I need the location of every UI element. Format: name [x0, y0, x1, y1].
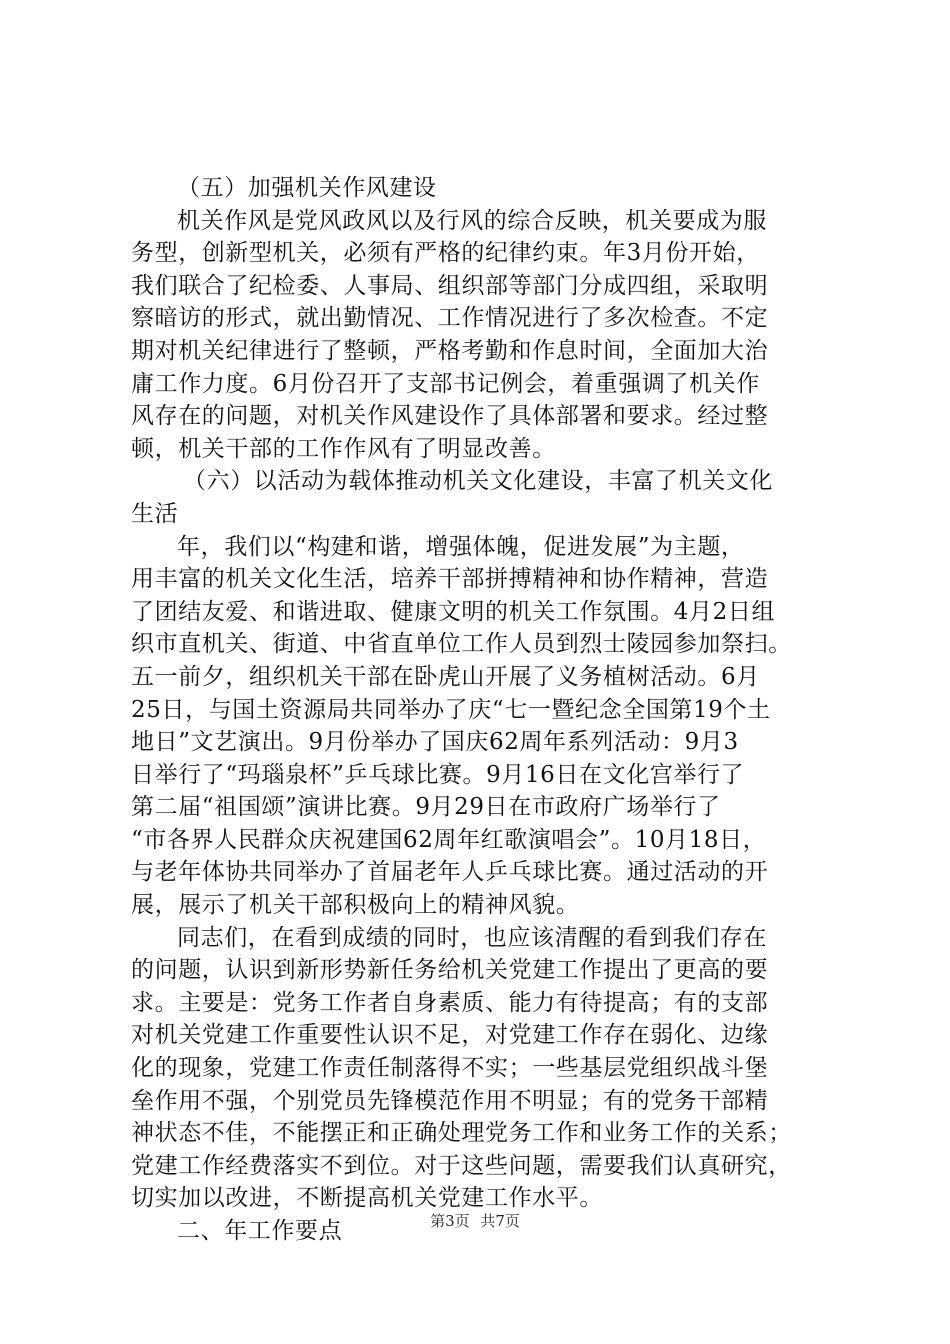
paragraph-line: 用丰富的机关文化生活，培养干部拼搏精神和协作精神，营造	[131, 566, 769, 593]
paragraph-line: 庸工作力度。6月份召开了支部书记例会，着重强调了机关作	[131, 370, 760, 397]
section-heading-6: （六）以活动为载体推动机关文化建设，丰富了机关文化	[183, 468, 773, 495]
paragraph-line: 我们联合了纪检委、人事局、组织部等部门分成四组，采取明	[131, 272, 769, 299]
paragraph-line: 察暗访的形式，就出勤情况、工作情况进行了多次检查。不定	[131, 305, 769, 332]
paragraph-line: 期对机关纪律进行了整顿，严格考勤和作息时间，全面加大治	[131, 337, 769, 364]
paragraph-line: 风存在的问题，对机关作风建设作了具体部署和要求。经过整	[131, 403, 769, 430]
section-heading-6-cont: 生活	[131, 500, 179, 527]
paragraph-line: 展，展示了机关干部积极向上的精神风貌。	[131, 892, 580, 919]
section-heading-2: 二、年工作要点	[177, 1218, 343, 1244]
paragraph-line: 年，我们以“构建和谐，增强体魄，促进发展”为主题，	[177, 533, 745, 560]
paragraph-line: 25日，与国土资源局共同举办了庆“七一暨纪念全国第19个土	[131, 696, 771, 723]
paragraph-line: 顿，机关干部的工作作风有了明显改善。	[131, 435, 556, 462]
paragraph-line: 垒作用不强，个别党员先锋模范作用不明显；有的党务干部精	[131, 1087, 769, 1114]
paragraph-line: 日举行了“玛瑙泉杯”乒乓球比赛。9月16日在文化宫举行了	[131, 761, 745, 788]
page-number: 第3页	[430, 1212, 470, 1230]
paragraph-line: 与老年体协共同举办了首届老年人乒乓球比赛。通过活动的开	[131, 859, 769, 886]
page-total: 共7页	[480, 1212, 520, 1230]
paragraph-line: 第二届“祖国颂”演讲比赛。9月29日在市政府广场举行了	[131, 794, 721, 821]
page-footer	[0, 1211, 950, 1231]
paragraph-line: 切实加以改进，不断提高机关党建工作水平。	[131, 1185, 603, 1212]
paragraph-line: 同志们，在看到成绩的同时，也应该清醒的看到我们存在	[177, 924, 767, 951]
paragraph-line: 机关作风是党风政风以及行风的综合反映，机关要成为服	[177, 207, 767, 234]
paragraph-line: 地日”文艺演出。9月份举办了国庆62周年系列活动：9月3	[131, 729, 739, 756]
paragraph-line: 了团结友爱、和谐进取、健康文明的机关工作氛围。4月2日组	[131, 598, 776, 625]
paragraph-line: 务型，创新型机关，必须有严格的纪律约束。年3月份开始，	[131, 240, 760, 267]
paragraph-line: 党建工作经费落实不到位。对于这些问题，需要我们认真研究，	[131, 1152, 792, 1179]
paragraph-line: 五一前夕，组织机关干部在卧虎山开展了义务植树活动。6月	[131, 663, 760, 690]
paragraph-line: 化的现象，党建工作责任制落得不实；一些基层党组织战斗堡	[131, 1055, 769, 1082]
paragraph-line: 的问题，认识到新形势新任务给机关党建工作提出了更高的要	[131, 957, 769, 984]
paragraph-line: “市各界人民群众庆祝建国62周年红歌演唱会”。10月18日，	[131, 826, 767, 853]
document-body	[131, 172, 841, 1248]
paragraph-line: 对机关党建工作重要性认识不足，对党建工作存在弱化、边缘	[131, 1022, 769, 1049]
paragraph-line: 求。主要是：党务工作者自身素质、能力有待提高；有的支部	[131, 989, 769, 1016]
paragraph-line: 织市直机关、街道、中省直单位工作人员到烈士陵园参加祭扫。	[131, 631, 792, 658]
paragraph-line: 神状态不佳，不能摆正和正确处理党务工作和业务工作的关系；	[131, 1120, 792, 1147]
section-heading-5: （五）加强机关作风建设	[177, 175, 437, 201]
